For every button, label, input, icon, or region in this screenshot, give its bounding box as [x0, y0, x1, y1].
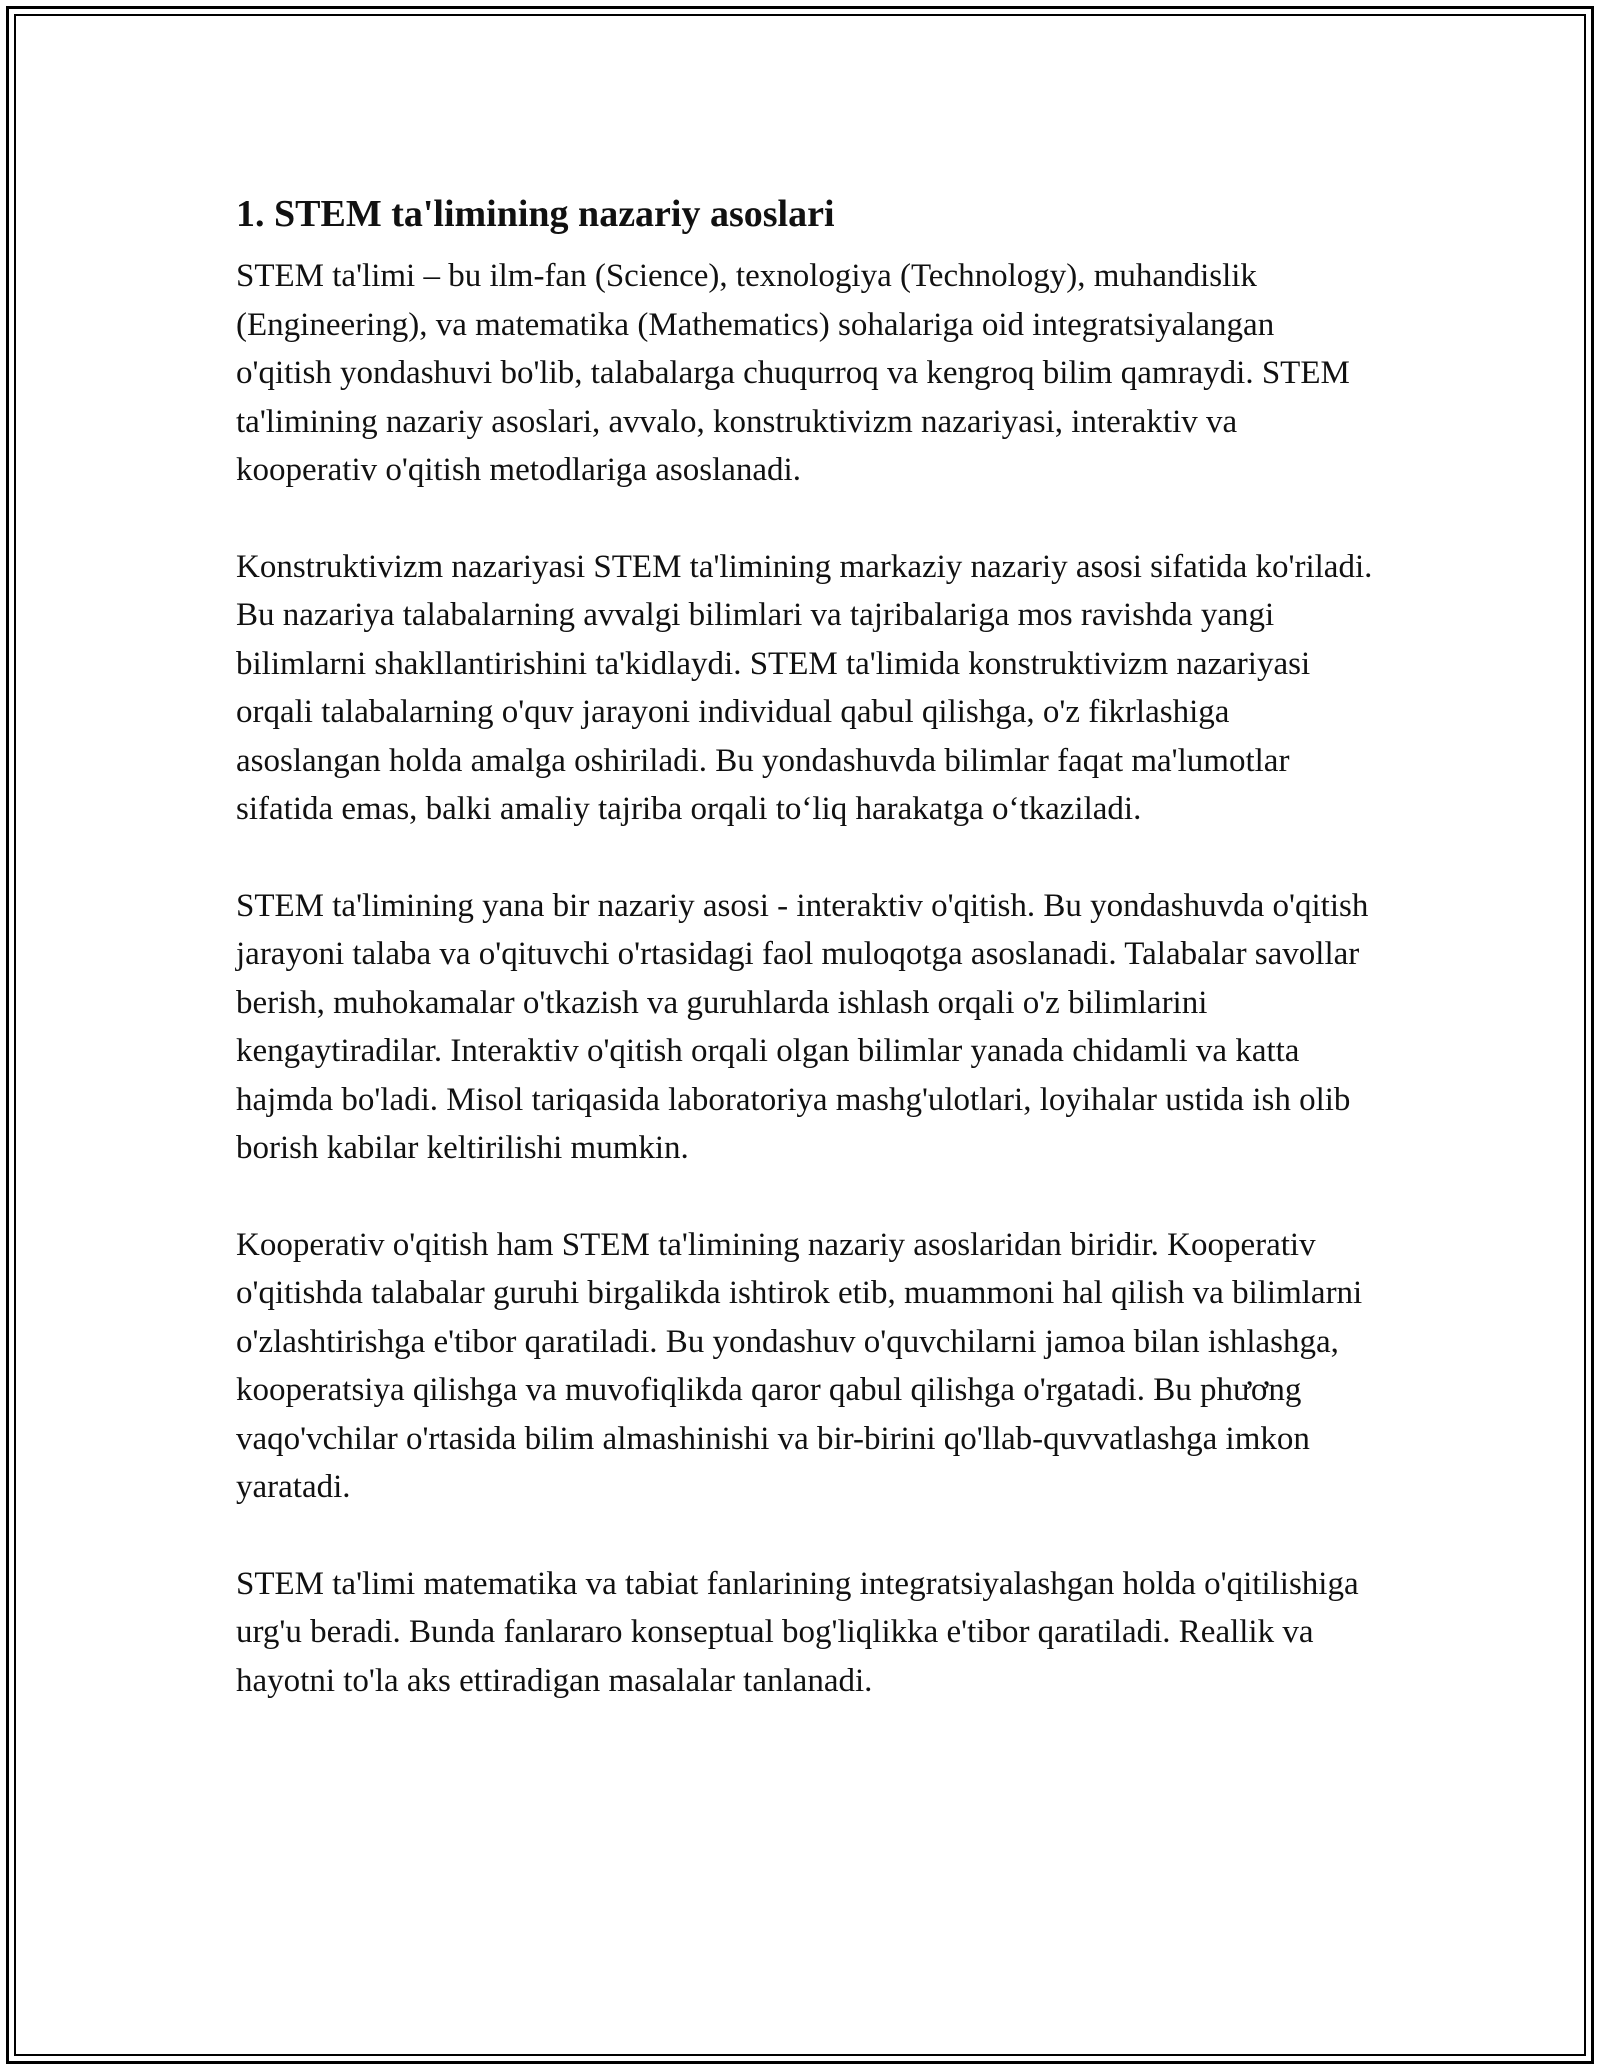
paragraph-interactive: STEM ta'limining yana bir nazariy asosi - interaktiv o'qitish. Bu yondashuvda o'qitish jarayoni talaba va o'qituvchi o'rtasidagi faol muloqotga asoslanadi. Talabalar savollar berish, muhokamalar o'tkazish va guruhlarda ishlash orqali o'z bilimlarini kengaytiradilar. Interaktiv o'qitish orqali olgan bilimlar yanada chidamli va katta hajmda bo'ladi. Misol tariqasida laboratoriya mashg'ulotlari, loyihalar ustida ish olib borish kabilar keltirilishi mumkin. [236, 887, 1369, 1166]
document-body [236, 186, 1376, 1705]
paragraph-integration: STEM ta'limi matematika va tabiat fanlarining integratsiyalashgan holda o'qitilishiga urg'u beradi. Bunda fanlararo konseptual bog'liqlikka e'tibor qaratiladi. Reallik va hayotni to'la aks ettiradigan masalalar tanlanadi. [236, 1565, 1359, 1699]
paragraph-cooperative: Kooperativ o'qitish ham STEM ta'limining nazariy asoslaridan biridir. Kooperativ o'qitishda talabalar guruhi birgalikda ishtirok etib, muammoni hal qilish va bilimlarni o'zlashtirishga e'tibor qaratiladi. Bu yondashuv o'quvchilarni jamoa bilan ishlashga, kooperatsiya qilishga va muvofiqlikda qaror qabul qilishga o'rgatadi. Bu phương vaqo'vchilar o'rtasida bilim almashinishi va bir-birini qo'llab-quvvatlashga imkon yaratadi. [236, 1226, 1363, 1505]
paragraph-intro: STEM ta'limi – bu ilm-fan (Science), texnologiya (Technology), muhandislik (Engineering), va matematika (Mathematics) sohalariga oid integratsiyalangan o'qitish yondashuvi bo'lib, talabalarga chuqurroq va kengroq bilim qamraydi. STEM ta'limining nazariy asoslari, avvalo, konstruktivizm nazariyasi, interaktiv va kooperativ o'qitish metodlariga asoslanadi. [236, 258, 1350, 488]
section-heading: 1. STEM ta'limining nazariy asoslari [236, 193, 835, 235]
paragraph-constructivism: Konstruktivizm nazariyasi STEM ta'limining markaziy nazariy asosi sifatida ko'riladi. Bu nazariya talabalarning avvalgi bilimlari va tajribalariga mos ravishda yangi bilimlarni shakllantirishini ta'kidlaydi. STEM ta'limida konstruktivizm nazariyasi orqali talabalarning o'quv jarayoni individual qabul qilishga, o'z fikrlashiga asoslangan holda amalga oshiriladi. Bu yondashuvda bilimlar faqat ma'lumotlar sifatida emas, balki amaliy tajriba orqali to‘liq harakatga o‘tkaziladi. [236, 548, 1373, 827]
